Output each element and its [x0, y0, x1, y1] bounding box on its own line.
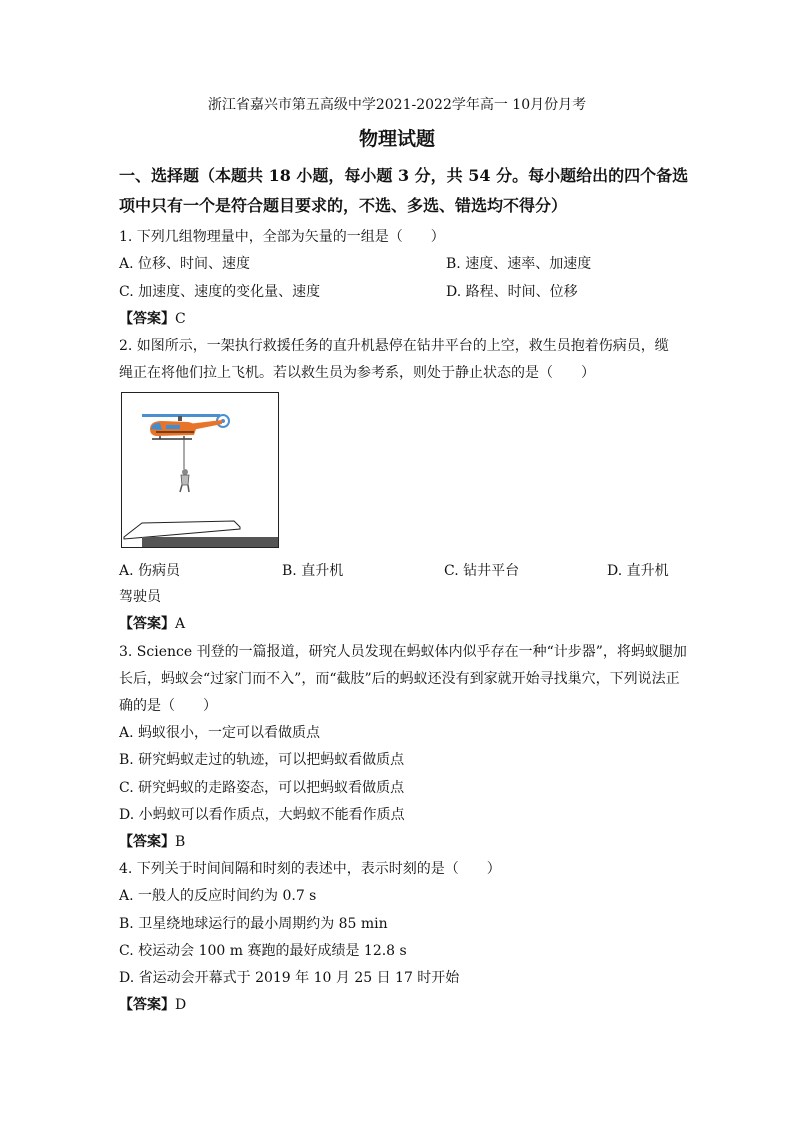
q3-option-d: D. 小蚂蚁可以看作质点，大蚂蚁不能看作质点: [119, 807, 405, 823]
q2-option-d-wrap: 驾驶员: [119, 589, 161, 605]
q4-option-c: C. 校运动会 100 m 赛跑的最好成绩是 12.8 s: [119, 943, 407, 959]
section-heading-line1: 一、选择题（本题共 18 小题，每小题 3 分，共 54 分。每小题给出的四个备选: [119, 166, 689, 185]
q4-option-d: D. 省运动会开幕式于 2019 年 10 月 25 日 17 时开始: [119, 970, 460, 986]
q2-answer-value: A: [175, 616, 186, 632]
q1-answer-value: C: [175, 311, 186, 327]
rescuer-body: [181, 475, 189, 485]
q1-option-c: C. 加速度、速度的变化量、速度: [119, 284, 321, 300]
exam-subtitle: 浙江省嘉兴市第五高级中学2021-2022学年高一 10月份月考: [207, 97, 587, 113]
page-title: 物理试题: [358, 128, 435, 150]
q1-option-a: A. 位移、时间、速度: [119, 256, 251, 272]
drilling-platform-base: [142, 537, 279, 548]
section-heading-line2: 项中只有一个是符合题目要求的，不选、多选、错选均不得分）: [119, 196, 568, 215]
q1-option-b: B. 速度、速率、加速度: [446, 256, 592, 272]
answer-label: 【答案】: [119, 616, 175, 632]
q1-option-d: D. 路程、时间、位移: [446, 284, 578, 300]
q4-option-a: A. 一般人的反应时间约为 0.7 s: [119, 888, 317, 904]
q3-stem-line1: 3. Science 刊登的一篇报道，研究人员发现在蚂蚁体内似乎存在一种“计步器”，将蚂蚁腿加: [119, 644, 687, 660]
q1-answer: [119, 310, 186, 328]
q2-option-d: D. 直升机: [607, 563, 669, 579]
q3-answer: [119, 833, 185, 851]
rotor-mast: [178, 416, 182, 421]
q4-stem: 4. 下列关于时间间隔和时刻的表述中，表示时刻的是（ ）: [119, 861, 501, 877]
answer-label: 【答案】: [119, 834, 175, 850]
answer-label: 【答案】: [119, 997, 175, 1013]
q3-option-c: C. 研究蚂蚁的走路姿态，可以把蚂蚁看做质点: [119, 780, 405, 796]
q3-answer-value: B: [175, 834, 186, 850]
q3-stem-line2: 长后，蚂蚁会“过家门而不入”，而“截肢”后的蚂蚁还没有到家就开始寻找巢穴，下列说法正: [119, 671, 680, 687]
answer-label: 【答案】: [119, 311, 175, 327]
q4-option-b: B. 卫星绕地球运行的最小周期约为 85 min: [119, 916, 388, 932]
q4-answer-value: D: [175, 997, 187, 1013]
cabin-window: [166, 425, 180, 429]
q2-stem-line2: 绳正在将他们拉上飞机。若以救生员为参考系，则处于静止状态的是（ ）: [119, 365, 595, 381]
q2-answer: [119, 615, 185, 633]
q3-option-b: B. 研究蚂蚁走过的轨迹，可以把蚂蚁看做质点: [119, 752, 405, 768]
drilling-platform-deck: [124, 521, 240, 539]
q1-stem: 1. 下列几组物理量中，全部为矢量的一组是（ ）: [119, 229, 445, 245]
q3-stem-line3: 确的是（ ）: [119, 698, 217, 714]
helicopter-rescue-illustration: [122, 393, 279, 548]
q2-stem-line1: 2. 如图所示，一架执行救援任务的直升机悬停在钻井平台的上空，救生员抱着伤病员，缆: [119, 338, 669, 354]
q2-option-b: B. 直升机: [282, 563, 344, 579]
rescuer-head: [182, 469, 188, 475]
helicopter-figure: [121, 392, 279, 548]
q3-option-a: A. 蚂蚁很小，一定可以看做质点: [119, 725, 321, 741]
q4-answer: [119, 996, 186, 1014]
q2-option-a: A. 伤病员: [119, 563, 181, 579]
q2-option-c: C. 钻井平台: [444, 563, 520, 579]
